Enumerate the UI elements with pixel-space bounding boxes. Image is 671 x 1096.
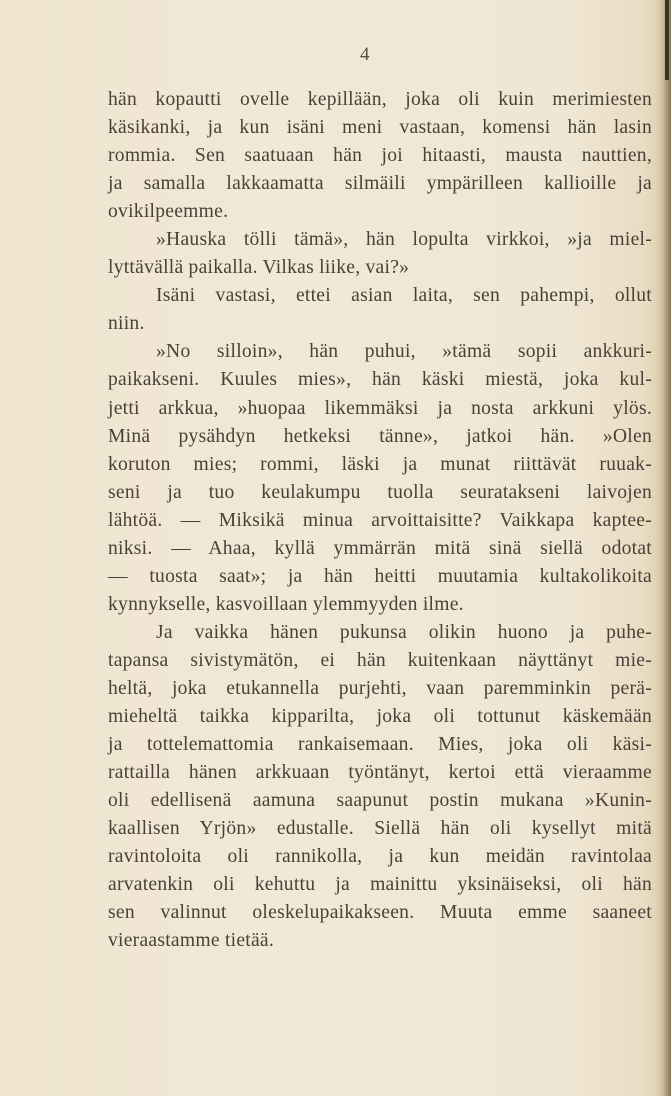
- page-edge-shadow: [657, 0, 671, 1096]
- text-line: hän kopautti ovelle kepillään, joka oli kuin merimiesten: [108, 89, 652, 110]
- text-line: käsikanki, ja kun isäni meni vastaan, komensi hän lasin: [108, 117, 652, 139]
- text-line: oli edellisenä aamuna saapunut postin mukana »Kunin-: [108, 790, 652, 812]
- text-line: Ja vaikka hänen pukunsa olikin huono ja puhe-: [156, 621, 652, 643]
- page-number: 4: [360, 44, 370, 65]
- text-line: rattailla hänen arkkuaan työntänyt, kertoi että vieraamme: [108, 762, 652, 784]
- text-line: tapansa sivistymätön, ei hän kuitenkaan näyttänyt mie-: [108, 649, 652, 671]
- text-line: Isäni vastasi, ettei asian laita, sen pahempi, ollut: [156, 285, 652, 307]
- text-line: lyttävällä paikalla. Vilkas liike, vai?»: [108, 257, 410, 279]
- text-line: jetti arkkua, »huopaa likemmäksi ja nosta arkkuni ylös.: [108, 397, 652, 419]
- text-line: kynnykselle, kasvoillaan ylemmyyden ilme.: [108, 593, 464, 615]
- text-line: niin.: [108, 313, 145, 335]
- text-line: arvatenkin oli kehuttu ja mainittu yksinäiseksi, oli hän: [108, 874, 652, 896]
- text-line: »No silloin», hän puhui, »tämä sopii ankkuri-: [156, 341, 652, 363]
- text-line: koruton mies; rommi, läski ja munat riittävät ruuak-: [108, 453, 652, 475]
- text-line: lähtöä. — Miksikä minua arvoittaisitte? Vaikkapa kaptee-: [108, 509, 652, 531]
- text-line: niksi. — Ahaa, kyllä ymmärrän mitä sinä siellä odotat: [108, 537, 652, 559]
- text-line: vieraastamme tietää.: [108, 930, 275, 952]
- text-line: ja tottelemattomia rankaisemaan. Mies, joka oli käsi-: [108, 734, 652, 756]
- text-line: Minä pysähdyn hetkeksi tänne», jatkoi hän. »Olen: [108, 425, 652, 447]
- body-text: [108, 86, 652, 955]
- text-line: seni ja tuo keulakumpu tuolla seuratakseni laivojen: [108, 481, 652, 503]
- text-line: ovikilpeemme.: [108, 201, 229, 223]
- text-line: mieheltä taikka kipparilta, joka oli tottunut käskemään: [108, 706, 652, 728]
- text-line: »Hauska tölli tämä», hän lopulta virkkoi, »ja miel-: [156, 229, 652, 251]
- text-line: kaallisen Yrjön» edustalle. Siellä hän oli kysellyt mitä: [108, 818, 652, 840]
- text-line: ravintoloita oli rannikolla, ja kun meidän ravintolaa: [108, 846, 652, 868]
- text-line: paikakseni. Kuules mies», hän käski miestä, joka kul-: [108, 369, 652, 391]
- text-line: rommia. Sen saatuaan hän joi hitaasti, mausta nauttien,: [108, 145, 652, 167]
- page-edge-mark: [665, 0, 669, 80]
- text-line: — tuosta saat»; ja hän heitti muutamia kultakolikoita: [108, 565, 652, 587]
- text-line: heltä, joka etukannella purjehti, vaan paremminkin perä-: [108, 677, 652, 699]
- text-line: sen valinnut oleskelupaikakseen. Muuta emme saaneet: [108, 902, 652, 924]
- text-line: ja samalla lakkaamatta silmäili ympärilleen kallioille ja: [108, 173, 652, 195]
